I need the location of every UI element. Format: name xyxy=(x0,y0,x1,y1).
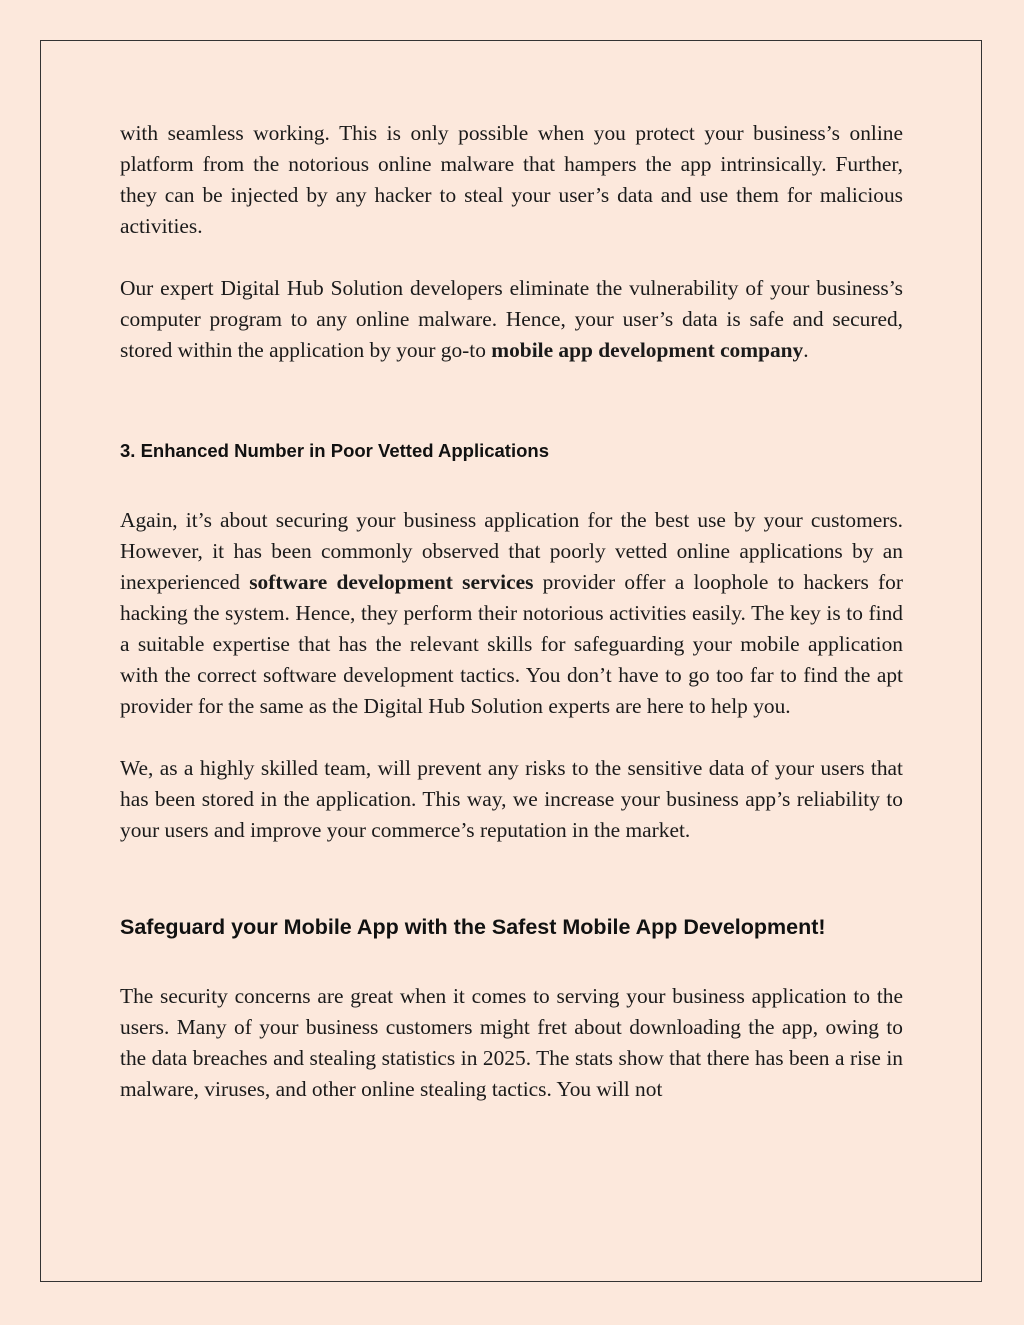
paragraph-text: provider offer a loophole to hackers for hacking the system. Hence, they perform their notorious activities easily. The key is to find a suitable expertise that has the relevant skills for safeguarding your mobile application with the correct software development tactics. You don’t have to go too far to find the apt provider for the same as the Digital Hub Solution experts are here to help you. xyxy=(120,570,904,718)
paragraph-security-concerns: The security concerns are great when it comes to serving your business application to the users. Many of your business customers might fret about downloading the app, owing to the data breaches and stealing statistics in 2025. The stats show that there has been a rise in malware, viruses, and other online stealing tactics. You will not xyxy=(120,984,903,1101)
section-heading-safeguard: Safeguard your Mobile App with the Safest Mobile App Development! xyxy=(120,915,826,939)
paragraph-text: Again, it’s about securing your business application for the best use by your customers. However, it has been commonly observed that poorly vetted online applications by an inexperienced xyxy=(120,508,903,594)
paragraph-expert-developers xyxy=(120,273,903,366)
document-content xyxy=(120,118,903,1105)
paragraph-text: . xyxy=(803,338,809,362)
bold-keyword-software-development-services: software development services xyxy=(249,570,534,594)
paragraph-text: Our expert Digital Hub Solution developers eliminate the vulnerability of your business’s computer program to any online malware. Hence, your user’s data is safe and secured, stored within the application by your go-to xyxy=(120,276,903,362)
subheading-poor-vetted-applications: 3. Enhanced Number in Poor Vetted Applications xyxy=(120,440,549,461)
paragraph-malware-protection: with seamless working. This is only possible when you protect your business’s online platform from the notorious online malware that hampers the app intrinsically. Further, they can be injected by any hacker to steal your user’s data and use them for malicious activities. xyxy=(120,121,903,238)
paragraph-skilled-team: We, as a highly skilled team, will prevent any risks to the sensitive data of your users that has been stored in the application. This way, we increase your business app’s reliability to your users and improve your commerce’s reputation in the market. xyxy=(120,756,903,842)
paragraph-securing-application xyxy=(120,505,903,722)
bold-keyword-mobile-app-development-company: mobile app development company xyxy=(491,338,804,362)
